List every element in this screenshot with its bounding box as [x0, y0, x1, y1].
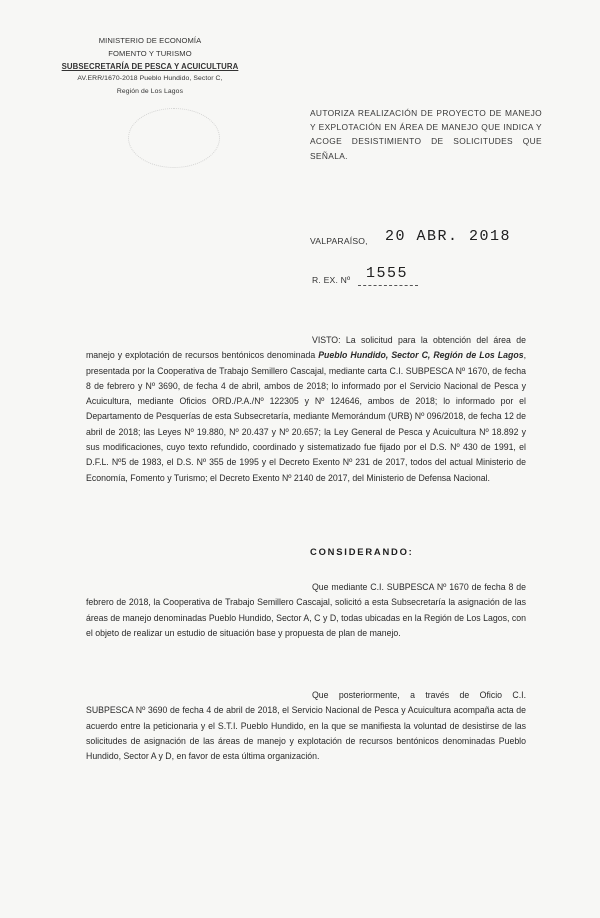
date-stamp: 20 ABR. 2018: [385, 228, 512, 245]
resolution-label: R. EX. Nº: [312, 275, 351, 285]
subsecretaria-name: SUBSECRETARÍA DE PESCA Y ACUICULTURA: [61, 62, 239, 71]
resolution-underline: [358, 285, 418, 286]
region-reference: Región de Los Lagos: [116, 88, 184, 95]
considerando-text-1: Que mediante C.I. SUBPESCA Nº 1670 de fecha 8 de febrero de 2018, la Cooperativa de Trabajo Semillero Cascajal, solicitó a esta Subsecretaría la asignación de las áreas de manejo denominadas Pueblo Hundido, Sector A, C y D, todas ubicadas en la Región de Los Lagos, con el objeto de realizar un estudio de situación base y propuesta de plan de manejo.: [86, 582, 526, 638]
date-label: VALPARAÍSO,: [310, 236, 368, 246]
file-reference: AV.ERR/1670-2018 Pueblo Hundido, Sector C,: [77, 75, 223, 82]
considerando-heading: CONSIDERANDO:: [310, 546, 414, 557]
ministry-name: MINISTERIO DE ECONOMÍA: [98, 36, 202, 45]
visto-label: VISTO:: [312, 335, 341, 345]
resolution-number: 1555: [366, 265, 409, 282]
resolution-subject: AUTORIZA REALIZACIÓN DE PROYECTO DE MANEJO Y EXPLOTACIÓN EN ÁREA DE MANEJO QUE INDICA Y ACOGE DESISTIMIENTO DE SOLICITUDES QUE SEÑALA.: [310, 108, 542, 161]
visto-text-1: La solicitud para la obtención del área de manejo y explotación de recursos bentónicos denominada: [86, 335, 526, 361]
visto-text-2: , presentada por la Cooperativa de Trabajo Semillero Cascajal, mediante carta C.I. SUBPESCA Nº 1670, de fecha 8 de febrero y Nº 3690, de fecha 4 de abril, ambos de 2018; lo informado por el Servicio Nacional de Pesca y Acuicultura, mediante Oficios ORD./P.A./Nº 122305 y Nº 124646, ambos de 2018; lo informado por el Departamento de Pesquerías de esta Subsecretaría, mediante Memorándum (URB) Nº 096/2018, de fecha 12 de abril de 2018; las Leyes Nº 19.880, Nº 20.437 y Nº 20.657; la Ley General de Pesca y Acuicultura Nº 18.892 y sus modificaciones, cuyo texto refundido, coordinado y sistematizado fue fijado por el D.S. Nº 430 de 1991, el D.F.L. Nº5 de 1983, el D.S. Nº 355 de 1995 y el Decreto Exento Nº 231 de 2017, todos del actual Ministerio de Economía, Fomento y Turismo; el Decreto Exento Nº 2140 de 2017, del Ministerio de Defensa Nacional.: [86, 350, 526, 483]
considerando-text-2: Que posteriormente, a través de Oficio C.I. SUBPESCA Nº 3690 de fecha 4 de abril de 2018, el Servicio Nacional de Pesca y Acuicultura acompaña acta de acuerdo entre la peticionaria y el S.T.I. Pueblo Hundido, en la que se manifiesta la voluntad de desistirse de las solicitudes de asignación de las áreas de manejo y explotación de recursos bentónicos denominadas Pueblo Hundido, Sector A y D, en favor de esta última organización.: [86, 690, 526, 762]
considerando-paragraph-1: [86, 580, 526, 641]
faded-stamp: [128, 108, 220, 168]
visto-area-name: Pueblo Hundido, Sector C, Región de Los Lagos: [318, 350, 524, 361]
considerando-paragraph-2: [86, 688, 526, 764]
ministry-subtitle: FOMENTO Y TURISMO: [108, 49, 192, 58]
visto-paragraph: [86, 333, 526, 486]
